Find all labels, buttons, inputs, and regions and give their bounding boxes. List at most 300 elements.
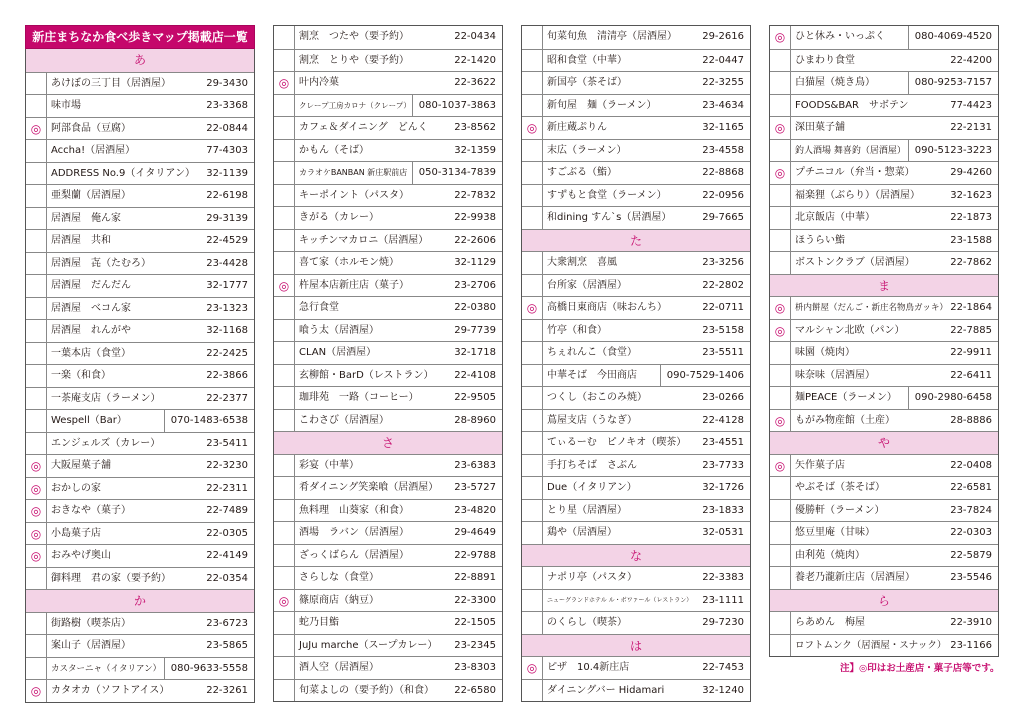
shop-name: ボストンクラブ（居酒屋） [795, 257, 915, 268]
shop-row [26, 139, 254, 162]
souvenir-mark-icon [274, 50, 295, 72]
shop-name: 急行食堂 [299, 302, 339, 313]
shop-row [770, 94, 998, 117]
shop-phone: 22-7885 [950, 324, 992, 336]
shop-phone: 22-9788 [454, 549, 496, 561]
shop-phone: 22-0711 [702, 302, 744, 313]
souvenir-mark-icon [770, 567, 791, 589]
section-label: や [877, 436, 890, 450]
shop-table [273, 25, 503, 702]
shop-phone: 050-3134-7839 [412, 162, 502, 184]
shop-phone: 22-0434 [454, 31, 496, 42]
shop-row [522, 409, 750, 432]
shop-phone: 32-1168 [206, 325, 248, 336]
shop-name: 酒人空（居酒屋） [299, 662, 379, 673]
shop-row [26, 274, 254, 297]
souvenir-mark-icon [522, 387, 543, 409]
souvenir-mark-icon [770, 365, 791, 387]
souvenir-mark-icon [26, 433, 47, 455]
shop-name: ナポリ亭（パスタ） [547, 572, 637, 583]
shop-name: ニューグランドホテル ル・ボワァール（レストラン） [547, 596, 693, 604]
souvenir-mark-icon [522, 500, 543, 522]
shop-row [274, 409, 502, 432]
section-label: あ [133, 53, 146, 67]
shop-name: もがみ物産館（土産） [795, 414, 895, 426]
shop-phone: 22-6581 [950, 482, 992, 493]
shop-row [770, 454, 998, 477]
shop-name: 篠原商店（納豆） [299, 594, 379, 606]
shop-name: こわさび（居酒屋） [299, 414, 389, 426]
shop-phone: 22-4529 [206, 235, 248, 246]
shop-name: 鶏や（居酒屋） [547, 527, 617, 538]
shop-phone: 23-1323 [206, 302, 248, 314]
shop-row [274, 679, 502, 702]
shop-phone: 32-1718 [454, 347, 496, 358]
shop-name: 枡内餅屋（だんご・新庄名物鳥ガッキ） [795, 303, 948, 313]
souvenir-mark-icon [274, 230, 295, 252]
shop-phone: 22-8891 [454, 572, 496, 583]
shop-row [522, 274, 750, 297]
shop-row [274, 364, 502, 387]
shop-phone: 23-5511 [702, 347, 744, 358]
shop-name: Wespell（Bar） [51, 415, 127, 426]
shop-name: 旬菜旬魚 清清亭（居酒屋） [547, 31, 677, 42]
shop-row [274, 476, 502, 499]
shop-row [274, 274, 502, 297]
souvenir-mark-icon [770, 477, 791, 499]
shop-phone: 32-1623 [950, 189, 992, 201]
shop-name: 竹亭（和食） [547, 324, 607, 336]
souvenir-mark-icon [26, 185, 47, 207]
souvenir-mark-icon: ◎ [770, 162, 791, 184]
souvenir-mark-icon [26, 635, 47, 657]
souvenir-mark-icon [770, 522, 791, 544]
shop-phone: 32-1129 [454, 257, 496, 268]
section-header [770, 589, 998, 612]
shop-name: エンジェルズ（カレー） [51, 437, 161, 449]
souvenir-mark-icon [770, 545, 791, 567]
shop-phone: 080-9633-5558 [164, 658, 254, 680]
shop-phone: 29-3430 [206, 77, 248, 89]
shop-row [770, 206, 998, 229]
shop-phone: 32-0531 [702, 527, 744, 538]
shop-row [274, 251, 502, 274]
shop-name: カスターニャ（イタリアン） [51, 663, 162, 674]
shop-phone: 22-0354 [206, 572, 248, 584]
shop-phone: 22-7489 [206, 505, 248, 516]
column-1 [25, 25, 255, 703]
shop-row [770, 161, 998, 184]
shop-name: 新国亭（茶そば） [547, 77, 627, 88]
shop-row [26, 117, 254, 140]
shop-table [769, 25, 999, 657]
shop-name: すごぶる（鮨） [547, 167, 617, 178]
shop-name: 居酒屋 だんだん [51, 280, 131, 291]
shop-phone: 23-8562 [454, 122, 496, 133]
shop-name: 手打ちそば さぶん [547, 459, 637, 471]
shop-row [522, 139, 750, 162]
shop-name: CLAN（居酒屋） [299, 347, 377, 358]
souvenir-mark-icon [274, 522, 295, 544]
column-2 [273, 25, 503, 702]
shop-phone: 22-5879 [950, 549, 992, 561]
shop-name: 一葉本店（食堂） [51, 347, 131, 359]
souvenir-mark-icon [770, 95, 791, 117]
shop-row [522, 431, 750, 454]
shop-phone: 23-0266 [702, 392, 744, 403]
section-label: は [629, 638, 642, 653]
section-label: さ [381, 436, 394, 450]
shop-row [522, 454, 750, 477]
shop-row [274, 116, 502, 139]
shop-phone: 22-2802 [702, 279, 744, 291]
souvenir-mark-icon [274, 207, 295, 229]
shop-phone: 080-9253-7157 [908, 72, 998, 94]
souvenir-mark-icon [522, 95, 543, 117]
shop-name: 中華そば 今田商店 [547, 369, 637, 381]
shop-name: 街路樹（喫茶店） [51, 617, 131, 629]
souvenir-mark-icon: ◎ [274, 590, 295, 612]
shop-phone: 23-2706 [454, 279, 496, 291]
shop-phone: 23-5865 [206, 640, 248, 651]
souvenir-mark-icon [522, 207, 543, 229]
shop-phone: 23-1833 [702, 504, 744, 516]
shop-row [26, 319, 254, 342]
shop-phone: 23-2345 [454, 639, 496, 651]
souvenir-mark-icon [770, 387, 791, 409]
page-title: 新庄まちなか食べ歩きマップ掲載店一覧 [25, 25, 255, 49]
shop-phone: 29-3139 [206, 212, 248, 224]
souvenir-mark-icon [770, 635, 791, 657]
souvenir-mark-icon: ◎ [26, 545, 47, 567]
souvenir-mark-icon [522, 432, 543, 454]
shop-name: カラオケBANBAN 新庄駅前店 [299, 168, 408, 177]
shop-row [274, 499, 502, 522]
souvenir-mark-icon [274, 162, 295, 184]
shop-row [770, 49, 998, 72]
souvenir-mark-icon [770, 207, 791, 229]
shop-phone: 77-4303 [206, 145, 248, 156]
shop-name: 居酒屋 共和 [51, 235, 111, 246]
shop-name: FOODS&BAR サボテン [795, 99, 909, 111]
shop-phone: 22-1873 [950, 212, 992, 223]
shop-phone: 22-4149 [206, 550, 248, 561]
souvenir-mark-icon [26, 73, 47, 95]
souvenir-mark-icon [26, 658, 47, 680]
shop-phone: 22-0447 [702, 54, 744, 66]
souvenir-mark-icon [770, 185, 791, 207]
shop-phone: 070-1483-6538 [164, 410, 254, 432]
shop-name: 味園（焼肉） [795, 347, 855, 358]
shop-row [26, 229, 254, 252]
shop-row [522, 364, 750, 387]
souvenir-mark-icon [522, 680, 543, 702]
shop-name: 叶内冷菓 [299, 77, 339, 88]
section-header [770, 274, 998, 297]
souvenir-mark-icon [274, 140, 295, 162]
souvenir-mark-icon [274, 320, 295, 342]
shop-name: ちぇれんこ（食堂） [547, 347, 637, 358]
souvenir-mark-icon [522, 185, 543, 207]
column-4 [769, 25, 999, 657]
souvenir-mark-icon: ◎ [274, 275, 295, 297]
shop-row [522, 476, 750, 499]
souvenir-mark-icon: ◎ [770, 455, 791, 477]
shop-row [770, 611, 998, 634]
shop-name: 居酒屋 㐂（たむろ） [51, 257, 151, 269]
shop-phone: 29-2616 [702, 31, 744, 42]
shop-phone: 22-2311 [206, 482, 248, 494]
shop-name: 和dining すん`s（居酒屋） [547, 212, 672, 223]
shop-row [274, 184, 502, 207]
shop-row [274, 656, 502, 679]
shop-row [26, 679, 254, 702]
section-label: な [629, 548, 642, 563]
shop-row [770, 71, 998, 94]
souvenir-mark-icon [522, 140, 543, 162]
shop-row [26, 409, 254, 432]
shop-row [522, 26, 750, 49]
souvenir-mark-icon [26, 320, 47, 342]
souvenir-mark-icon [26, 343, 47, 365]
shop-name: 彩宴（中華） [299, 459, 359, 471]
shop-row [26, 387, 254, 410]
shop-name: 台所家（居酒屋） [547, 279, 627, 291]
souvenir-mark-icon [26, 163, 47, 185]
shop-phone: 23-5158 [702, 324, 744, 336]
footnote: 注】◎印はお土産店・菓子店等です。 [840, 663, 1000, 674]
shop-name: ひと休み・いっぷく [795, 31, 885, 42]
shop-name: 喰う太（居酒屋） [299, 324, 379, 336]
shop-phone: 23-5411 [206, 437, 248, 449]
shop-phone: 22-6198 [206, 190, 248, 201]
shop-name: のくらし（喫茶） [547, 617, 627, 628]
souvenir-mark-icon [274, 545, 295, 567]
souvenir-mark-icon [522, 567, 543, 589]
shop-row [770, 229, 998, 252]
souvenir-mark-icon: ◎ [770, 117, 791, 139]
souvenir-mark-icon: ◎ [26, 478, 47, 500]
shop-row [26, 297, 254, 320]
shop-row [770, 116, 998, 139]
shop-name: 深田菓子舗 [795, 122, 845, 133]
shop-name: 新旬屋 麺（ラーメン） [547, 99, 657, 111]
shop-name: ADDRESS No.9（イタリアン） [51, 167, 195, 179]
souvenir-mark-icon [522, 590, 543, 612]
shop-phone: 22-9505 [454, 392, 496, 403]
shop-row [274, 229, 502, 252]
shop-name: 旬菜よしの（要予約）（和食） [299, 684, 434, 696]
souvenir-mark-icon [770, 342, 791, 364]
shop-phone: 22-7862 [950, 257, 992, 268]
shop-phone: 22-1420 [454, 54, 496, 66]
shop-name: 案山子（居酒屋） [51, 640, 131, 651]
souvenir-mark-icon [522, 72, 543, 94]
shop-name: 魚料理 山葵家（和食） [299, 504, 409, 516]
shop-row [26, 342, 254, 365]
shop-name: マルシャン北欧（パン） [795, 324, 905, 336]
shop-row [26, 184, 254, 207]
shop-row [522, 251, 750, 274]
shop-phone: 23-3256 [702, 257, 744, 268]
souvenir-mark-icon [26, 208, 47, 230]
souvenir-mark-icon [274, 117, 295, 139]
section-label: ら [877, 593, 890, 608]
shop-name: キーポイント（パスタ） [299, 189, 409, 201]
souvenir-mark-icon [26, 298, 47, 320]
souvenir-mark-icon [274, 567, 295, 589]
shop-phone: 22-7832 [454, 189, 496, 201]
shop-row [274, 206, 502, 229]
souvenir-mark-icon [26, 613, 47, 635]
shop-name: 一茶庵支店（ラーメン） [51, 392, 161, 404]
shop-phone: 29-7230 [702, 617, 744, 628]
shop-row [26, 544, 254, 567]
souvenir-mark-icon [770, 50, 791, 72]
shop-phone: 22-3383 [702, 572, 744, 583]
section-header [26, 589, 254, 612]
section-header [770, 431, 998, 454]
souvenir-mark-icon [274, 252, 295, 274]
shop-row [522, 656, 750, 679]
shop-phone: 32-1240 [702, 684, 744, 696]
shop-phone: 22-2425 [206, 347, 248, 359]
shop-name: 味市場 [51, 100, 81, 111]
souvenir-mark-icon: ◎ [522, 297, 543, 319]
souvenir-mark-icon [522, 26, 543, 49]
souvenir-mark-icon [274, 185, 295, 207]
shop-row [26, 612, 254, 635]
souvenir-mark-icon [26, 365, 47, 387]
shop-phone: 29-4649 [454, 527, 496, 538]
shop-phone: 23-4558 [702, 144, 744, 156]
souvenir-mark-icon: ◎ [770, 297, 791, 319]
souvenir-mark-icon [770, 500, 791, 522]
shop-name: ピザ 10.4新庄店 [547, 662, 630, 673]
souvenir-mark-icon [522, 275, 543, 297]
shop-row [770, 521, 998, 544]
shop-row [274, 454, 502, 477]
shop-name: 味奈味（居酒屋） [795, 369, 875, 381]
shop-name: 大阪屋菓子舗 [51, 460, 111, 471]
shop-row [26, 454, 254, 477]
shop-row [26, 162, 254, 185]
shop-row [522, 341, 750, 364]
shop-name: 釣人酒場 舞喜釣（居酒屋） [795, 145, 906, 156]
souvenir-mark-icon [26, 253, 47, 275]
shop-row [770, 386, 998, 409]
souvenir-mark-icon [522, 342, 543, 364]
shop-phone: 28-8886 [950, 414, 992, 426]
shop-row [770, 544, 998, 567]
souvenir-mark-icon [522, 320, 543, 342]
shop-name: ひまわり食堂 [795, 54, 855, 66]
souvenir-mark-icon [274, 297, 295, 319]
shop-name: 蛇乃目鮨 [299, 617, 339, 628]
souvenir-mark-icon [522, 410, 543, 432]
shop-row [770, 319, 998, 342]
shop-row [522, 296, 750, 319]
section-label: た [629, 233, 642, 248]
souvenir-mark-icon: ◎ [274, 72, 295, 94]
shop-row [26, 477, 254, 500]
shop-name: キッチンマカロニ（居酒屋） [299, 234, 429, 246]
shop-name: 酒場 ラバン（居酒屋） [299, 527, 409, 538]
shop-row [274, 521, 502, 544]
shop-name: Accha!（居酒屋） [51, 145, 136, 156]
shop-phone: 23-1588 [950, 234, 992, 246]
souvenir-mark-icon [26, 230, 47, 252]
souvenir-mark-icon [26, 388, 47, 410]
shop-phone: 080-1037-3863 [412, 95, 502, 117]
shop-name: らあめん 梅屋 [795, 617, 865, 628]
shop-name: 居酒屋 れんがや [51, 325, 131, 336]
souvenir-mark-icon [274, 95, 295, 117]
shop-row [522, 499, 750, 522]
shop-phone: 22-3866 [206, 370, 248, 381]
souvenir-mark-icon [522, 252, 543, 274]
shop-name: 居酒屋 べコん家 [51, 302, 131, 314]
shop-name: おみやげ奥山 [51, 550, 111, 561]
shop-row [770, 139, 998, 162]
shop-name: 玄柳館・BarD（レストラン） [299, 369, 434, 381]
shop-row [274, 94, 502, 117]
shop-phone: 23-5546 [950, 572, 992, 583]
shop-name: Due（イタリアン） [547, 482, 637, 493]
shop-name: 一楽（和食） [51, 370, 111, 381]
shop-row [770, 409, 998, 432]
shop-phone: 22-3255 [702, 77, 744, 88]
shop-name: ざっくばらん（居酒屋） [299, 549, 409, 561]
shop-name: きがる（カレー） [299, 212, 379, 223]
shop-row [26, 72, 254, 95]
shop-row [274, 161, 502, 184]
souvenir-mark-icon: ◎ [26, 523, 47, 545]
shop-row [26, 499, 254, 522]
shop-name: おかしの家 [51, 482, 101, 494]
shop-name: 北京飯店（中華） [795, 212, 875, 223]
shop-phone: 22-2606 [454, 234, 496, 246]
shop-phone: 23-6383 [454, 459, 496, 471]
shop-row [522, 116, 750, 139]
shop-name: カフェ＆ダイニング どんく [299, 122, 428, 133]
shop-row [522, 161, 750, 184]
shop-row [770, 251, 998, 274]
souvenir-mark-icon [274, 26, 295, 49]
shop-row [274, 49, 502, 72]
souvenir-mark-icon [274, 500, 295, 522]
shop-row [770, 499, 998, 522]
souvenir-mark-icon [522, 522, 543, 544]
shop-row [274, 26, 502, 49]
shop-name: 白猫屋（焼き鳥） [795, 77, 875, 88]
shop-name: 小島菓子店 [51, 527, 101, 539]
shop-row [522, 94, 750, 117]
souvenir-mark-icon [522, 50, 543, 72]
shop-row [26, 567, 254, 590]
shop-row [26, 94, 254, 117]
souvenir-mark-icon [522, 365, 543, 387]
section-header [522, 229, 750, 252]
shop-name: 昭和食堂（中華） [547, 54, 627, 66]
shop-row [26, 207, 254, 230]
shop-phone: 22-6580 [454, 684, 496, 696]
souvenir-mark-icon [274, 342, 295, 364]
section-label: ま [877, 278, 890, 293]
shop-phone: 22-0305 [206, 527, 248, 539]
shop-row [522, 184, 750, 207]
shop-row [522, 49, 750, 72]
